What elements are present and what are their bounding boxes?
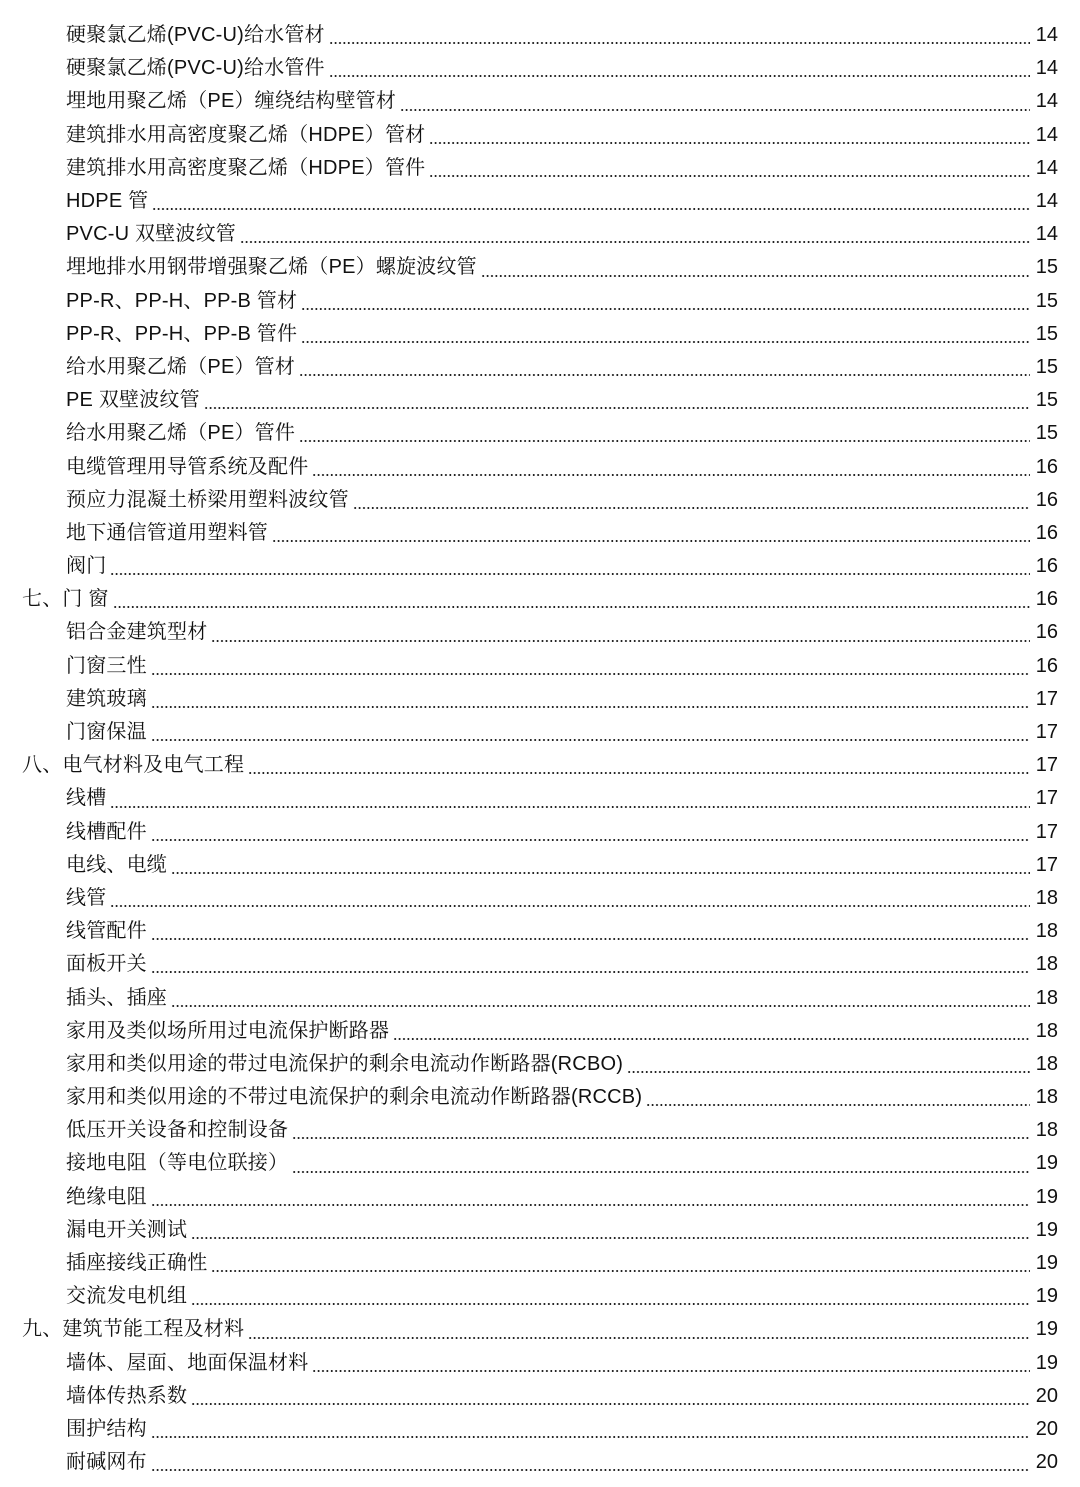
- dot-leader: [292, 1137, 1030, 1139]
- toc-entry[interactable]: [0, 650, 1080, 683]
- toc-entry-title: HDPE 管: [66, 190, 149, 213]
- toc-entry-title: 插头、插座: [66, 986, 167, 1009]
- toc-entry[interactable]: [0, 285, 1080, 318]
- toc-entry-page-number: 19: [1035, 1285, 1058, 1308]
- dot-leader: [110, 905, 1030, 907]
- toc-entry[interactable]: [0, 417, 1080, 450]
- toc-entry-title: 家用和类似用途的不带过电流保护的剩余电流动作断路器(RCCB): [66, 1086, 643, 1109]
- dot-leader: [151, 938, 1030, 940]
- toc-entry[interactable]: [0, 1147, 1080, 1180]
- dot-leader: [110, 573, 1030, 575]
- toc-entry-page-number: 19: [1035, 1185, 1058, 1208]
- dot-leader: [646, 1104, 1030, 1106]
- dot-leader: [191, 1237, 1030, 1239]
- dot-leader: [191, 1303, 1030, 1305]
- toc-entry-page-number: 14: [1035, 90, 1058, 113]
- toc-entry-title: 地下通信管道用塑料管: [66, 521, 268, 544]
- toc-entry[interactable]: [0, 1214, 1080, 1247]
- dot-leader: [393, 1038, 1030, 1040]
- dot-leader: [429, 175, 1030, 177]
- toc-entry-title: 硬聚氯乙烯(PVC-U)给水管件: [66, 57, 325, 80]
- toc-entry-title: 门窗保温: [66, 721, 147, 744]
- toc-entry[interactable]: [0, 450, 1080, 483]
- dot-leader: [312, 474, 1030, 476]
- toc-entry-title: 阀门: [66, 555, 107, 578]
- dot-leader: [191, 1403, 1030, 1405]
- toc-entry-title: 埋地用聚乙烯（PE）缠绕结构壁管材: [66, 90, 397, 113]
- toc-entry-title: 线管: [66, 886, 107, 909]
- toc-entry[interactable]: [0, 218, 1080, 251]
- toc-entry-page-number: 18: [1035, 886, 1058, 909]
- toc-entry-title: 建筑排水用高密度聚乙烯（HDPE）管件: [66, 156, 426, 179]
- toc-entry-page-number: 17: [1035, 820, 1058, 843]
- toc-entry-title: 围护结构: [66, 1417, 147, 1440]
- toc-entry-page-number: 14: [1035, 123, 1058, 146]
- toc-entry-page-number: 16: [1035, 488, 1058, 511]
- toc-entry-title: 绝缘电阻: [66, 1185, 147, 1208]
- toc-entry-page-number: 16: [1035, 555, 1058, 578]
- dot-leader: [248, 772, 1030, 774]
- toc-entry[interactable]: [0, 550, 1080, 583]
- toc-entry-title: 面板开关: [66, 953, 147, 976]
- toc-entry-page-number: 15: [1035, 389, 1058, 412]
- dot-leader: [151, 1204, 1030, 1206]
- toc-entry-page-number: 15: [1035, 322, 1058, 345]
- dot-leader: [240, 241, 1030, 243]
- dot-leader: [110, 806, 1030, 808]
- toc-entry[interactable]: [0, 185, 1080, 218]
- toc-entry-page-number: 16: [1035, 588, 1058, 611]
- toc-entry-page-number: 18: [1035, 986, 1058, 1009]
- toc-entry[interactable]: [0, 1380, 1080, 1413]
- toc-entry[interactable]: [0, 716, 1080, 749]
- toc-entry[interactable]: [0, 85, 1080, 118]
- toc-entry[interactable]: [0, 1446, 1080, 1479]
- toc-entry-page-number: 17: [1035, 721, 1058, 744]
- toc-entry[interactable]: [0, 1015, 1080, 1048]
- toc-entry-page-number: 17: [1035, 754, 1058, 777]
- dot-leader: [248, 1337, 1030, 1339]
- toc-entry-title: 交流发电机组: [66, 1285, 188, 1308]
- toc-entry[interactable]: [0, 1048, 1080, 1081]
- toc-entry-page-number: 20: [1035, 1451, 1058, 1474]
- toc-entry[interactable]: [0, 782, 1080, 815]
- dot-leader: [301, 341, 1030, 343]
- dot-leader: [151, 739, 1030, 741]
- toc-entry[interactable]: [0, 915, 1080, 948]
- toc-entry-page-number: 19: [1035, 1318, 1058, 1341]
- dot-leader: [429, 142, 1030, 144]
- toc-entry[interactable]: [0, 351, 1080, 384]
- toc-entry[interactable]: [0, 1413, 1080, 1446]
- dot-leader: [211, 640, 1030, 642]
- toc-entry-page-number: 19: [1035, 1252, 1058, 1275]
- dot-leader: [152, 208, 1030, 210]
- toc-entry-page-number: 17: [1035, 853, 1058, 876]
- toc-entry-title: 电线、电缆: [66, 853, 167, 876]
- toc-entry-title: 低压开关设备和控制设备: [66, 1119, 289, 1142]
- toc-entry-title: PP-R、PP-H、PP-B 管件: [66, 322, 298, 345]
- toc-entry-title: 八、电气材料及电气工程: [22, 754, 245, 777]
- dot-leader: [353, 507, 1030, 509]
- toc-entry-page-number: 16: [1035, 654, 1058, 677]
- dot-leader: [301, 308, 1030, 310]
- dot-leader: [151, 706, 1030, 708]
- toc-entry-title: 硬聚氯乙烯(PVC-U)给水管材: [66, 24, 325, 47]
- toc-entry-page-number: 18: [1035, 953, 1058, 976]
- toc-entry[interactable]: [0, 948, 1080, 981]
- toc-entry-title: PE 双壁波纹管: [66, 389, 200, 412]
- dot-leader: [299, 374, 1030, 376]
- toc-entry-page-number: 14: [1035, 190, 1058, 213]
- toc-entry-title: 建筑玻璃: [66, 687, 147, 710]
- toc-entry-page-number: 15: [1035, 355, 1058, 378]
- dot-leader: [151, 1469, 1030, 1471]
- toc-entry-page-number: 14: [1035, 57, 1058, 80]
- toc-entry[interactable]: [0, 251, 1080, 284]
- toc-entry[interactable]: [0, 19, 1080, 52]
- toc-entry-page-number: 18: [1035, 1119, 1058, 1142]
- toc-entry-page-number: 19: [1035, 1351, 1058, 1374]
- toc-entry-title: 墙体、屋面、地面保温材料: [66, 1351, 309, 1374]
- toc-entry-page-number: 15: [1035, 289, 1058, 312]
- dot-leader: [204, 407, 1030, 409]
- toc-entry[interactable]: [0, 52, 1080, 85]
- toc-entry-page-number: 19: [1035, 1218, 1058, 1241]
- toc-entry-title: 建筑排水用高密度聚乙烯（HDPE）管材: [66, 123, 426, 146]
- toc-entry-page-number: 20: [1035, 1384, 1058, 1407]
- toc-entry-title: PVC-U 双壁波纹管: [66, 223, 236, 246]
- toc-entry[interactable]: [0, 1081, 1080, 1114]
- toc-entry-title: 家用及类似场所用过电流保护断路器: [66, 1019, 390, 1042]
- dot-leader: [292, 1171, 1030, 1173]
- toc-entry[interactable]: [0, 1280, 1080, 1313]
- toc-entry-page-number: 17: [1035, 787, 1058, 810]
- table-of-contents: [0, 19, 1080, 1479]
- toc-entry-title: 给水用聚乙烯（PE）管件: [66, 422, 296, 445]
- dot-leader: [299, 440, 1030, 442]
- toc-entry[interactable]: [0, 152, 1080, 185]
- dot-leader: [627, 1071, 1030, 1073]
- toc-entry-page-number: 16: [1035, 455, 1058, 478]
- toc-section-heading[interactable]: [0, 1313, 1080, 1346]
- toc-entry[interactable]: [0, 981, 1080, 1014]
- dot-leader: [211, 1270, 1030, 1272]
- toc-entry-page-number: 14: [1035, 223, 1058, 246]
- toc-section-heading[interactable]: [0, 749, 1080, 782]
- toc-entry-page-number: 14: [1035, 156, 1058, 179]
- toc-entry-page-number: 15: [1035, 422, 1058, 445]
- dot-leader: [113, 606, 1030, 608]
- dot-leader: [272, 540, 1030, 542]
- toc-entry-page-number: 15: [1035, 256, 1058, 279]
- toc-entry[interactable]: [0, 119, 1080, 152]
- toc-entry-page-number: 18: [1035, 920, 1058, 943]
- toc-entry[interactable]: [0, 616, 1080, 649]
- toc-entry-title: 插座接线正确性: [66, 1252, 208, 1275]
- dot-leader: [329, 75, 1030, 77]
- toc-entry-title: 线槽配件: [66, 820, 147, 843]
- dot-leader: [151, 673, 1030, 675]
- toc-entry-title: 埋地排水用钢带增强聚乙烯（PE）螺旋波纹管: [66, 256, 477, 279]
- toc-entry-page-number: 16: [1035, 521, 1058, 544]
- toc-entry-page-number: 17: [1035, 687, 1058, 710]
- toc-entry-page-number: 16: [1035, 621, 1058, 644]
- toc-section-heading[interactable]: [0, 583, 1080, 616]
- toc-entry[interactable]: [0, 849, 1080, 882]
- toc-entry[interactable]: [0, 384, 1080, 417]
- toc-entry-title: 线槽: [66, 787, 107, 810]
- toc-entry-page-number: 20: [1035, 1417, 1058, 1440]
- toc-entry-title: 电缆管理用导管系统及配件: [66, 455, 309, 478]
- dot-leader: [171, 1005, 1030, 1007]
- toc-entry-title: 九、建筑节能工程及材料: [22, 1318, 245, 1341]
- toc-entry-title: 门窗三性: [66, 654, 147, 677]
- toc-entry-title: 预应力混凝土桥梁用塑料波纹管: [66, 488, 349, 511]
- toc-entry[interactable]: [0, 318, 1080, 351]
- toc-entry[interactable]: [0, 1247, 1080, 1280]
- toc-entry-title: 耐碱网布: [66, 1451, 147, 1474]
- toc-entry-title: 给水用聚乙烯（PE）管材: [66, 355, 296, 378]
- toc-entry-title: 家用和类似用途的带过电流保护的剩余电流动作断路器(RCBO): [66, 1052, 624, 1075]
- dot-leader: [312, 1370, 1030, 1372]
- toc-entry[interactable]: [0, 1347, 1080, 1380]
- toc-entry-page-number: 18: [1035, 1086, 1058, 1109]
- toc-entry[interactable]: [0, 816, 1080, 849]
- toc-entry-page-number: 19: [1035, 1152, 1058, 1175]
- dot-leader: [171, 872, 1030, 874]
- toc-entry-page-number: 18: [1035, 1019, 1058, 1042]
- toc-entry[interactable]: [0, 683, 1080, 716]
- toc-entry-title: PP-R、PP-H、PP-B 管材: [66, 289, 298, 312]
- toc-entry[interactable]: [0, 1181, 1080, 1214]
- toc-entry-page-number: 18: [1035, 1052, 1058, 1075]
- toc-entry-title: 墙体传热系数: [66, 1384, 188, 1407]
- toc-entry[interactable]: [0, 882, 1080, 915]
- toc-entry-page-number: 14: [1035, 24, 1058, 47]
- toc-entry-title: 接地电阻（等电位联接）: [66, 1152, 289, 1175]
- dot-leader: [329, 42, 1030, 44]
- dot-leader: [481, 275, 1030, 277]
- dot-leader: [151, 839, 1030, 841]
- toc-entry[interactable]: [0, 1114, 1080, 1147]
- toc-entry-title: 漏电开关测试: [66, 1218, 188, 1241]
- toc-entry[interactable]: [0, 517, 1080, 550]
- dot-leader: [151, 1436, 1030, 1438]
- dot-leader: [400, 109, 1030, 111]
- toc-entry-title: 七、门 窗: [22, 588, 109, 611]
- toc-entry[interactable]: [0, 484, 1080, 517]
- dot-leader: [151, 971, 1030, 973]
- toc-entry-title: 铝合金建筑型材: [66, 621, 208, 644]
- toc-entry-title: 线管配件: [66, 920, 147, 943]
